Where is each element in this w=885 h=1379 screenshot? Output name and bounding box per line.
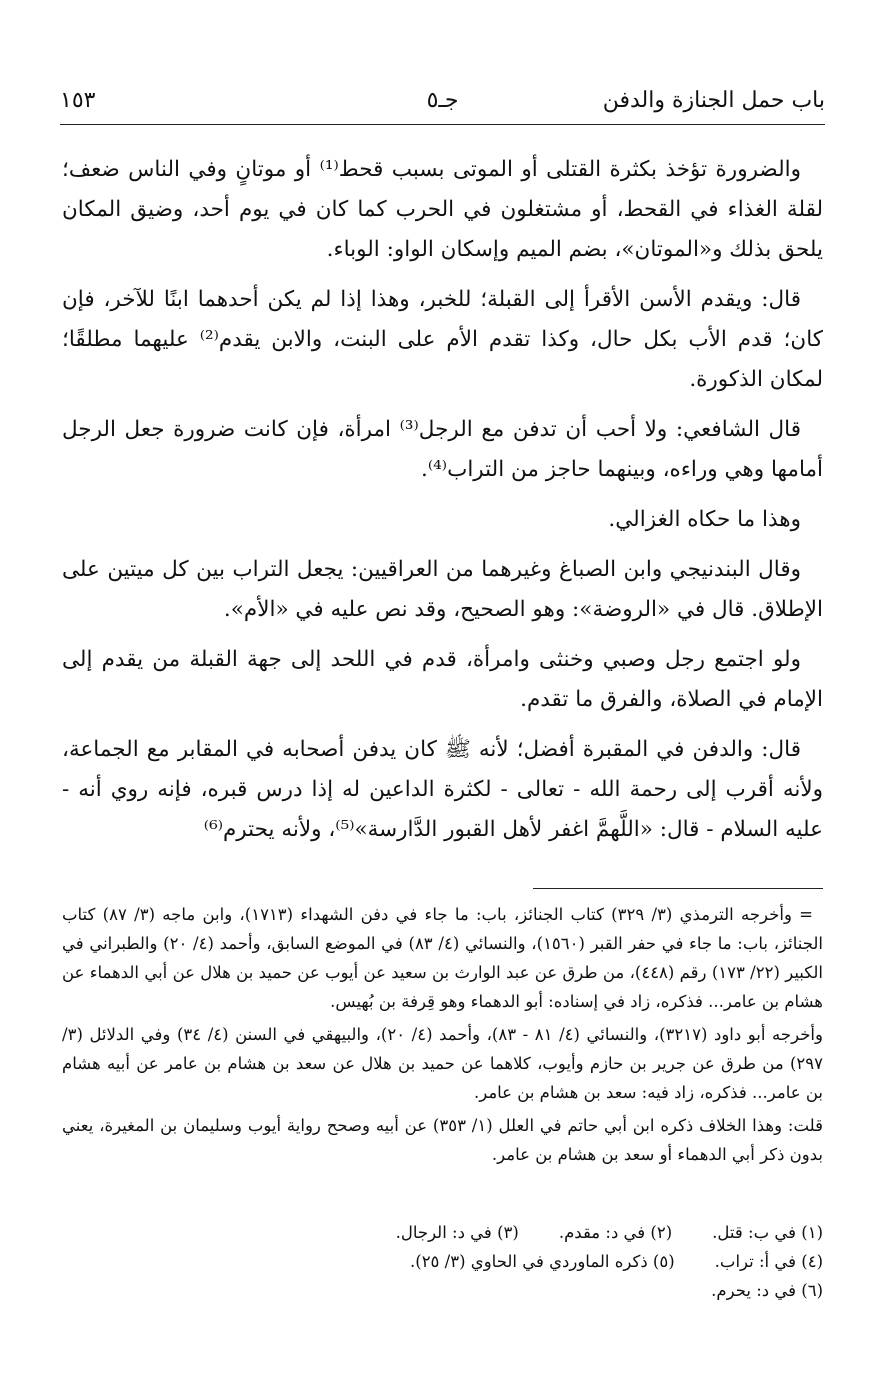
paragraph: والضرورة تؤخذ بكثرة القتلى أو الموتى بسبب قحط⁽¹⁾ أو موتانٍ وفي الناس ضعف؛ لقلة الغذاء في القحط، أو مشتغلون في الحرب كما كان في يوم أحد، وضيق المكان يلحق بذلك و«الموتان»، بضم الميم وإسكان الواو: الوباء. (62, 157, 823, 262)
variant-note: (٣) في د: الرجال. (395, 1223, 519, 1242)
footnote-paragraph: = وأخرجه الترمذي (٣/ ٣٢٩) كتاب الجنائز، باب: ما جاء في دفن الشهداء (١٧١٣)، وابن ماجه (٣/ ٨٧) كتاب الجنائز، باب: ما جاء في حفر القبر (١٥٦٠)، والنسائي (٤/ ٨٣) في الموضع السابق، وأحمد (٤/ ٢٠) والطبراني في الكبير (٢٢/ ١٧٣) رقم (٤٤٨)، من طرق عن عبد الوارث بن سعيد عن أيوب عن حميد بن هلال عن أبي الدهماء عن هشام بن عامر... فذكره، زاد في إسناده: أبو الدهماء وهو قِرفة بن بُهيس. (62, 905, 824, 1011)
footnote-paragraph: وأخرجه أبو داود (٣٢١٧)، والنسائي (٤/ ٨١ - ٨٣)، وأحمد (٤/ ٢٠)، والبيهقي في السنن (٤/ ٣٤) وفي الدلائل (٣/ ٢٩٧) من طرق عن جرير بن حازم وأيوب، كلاهما عن حميد بن هلال عن سعد بن هشام بن عامر عن أبيه هشام بن عامر... فذكره، زاد فيه: سعد بن هشام بن عامر. (62, 1025, 823, 1102)
paragraph: قال الشافعي: ولا أحب أن تدفن مع الرجل⁽³⁾ امرأة، فإن كانت ضرورة جعل الرجل أمامها وهي وراءه، وبينهما حاجز من التراب⁽⁴⁾. (62, 417, 823, 482)
paragraph: قال: والدفن في المقبرة أفضل؛ لأنه ﷺ كان يدفن أصحابه في المقابر مع الجماعة، ولأنه أقرب إلى رحمة الله - تعالى - لكثرة الداعين له إذا درس قبره، فإنه روي أنه - عليه السلام - قال: «اللَّهمَّ اغفر لأهل القبور الدَّارسة»⁽⁵⁾، ولأنه يحترم⁽⁶⁾ (62, 737, 823, 842)
paragraph: ولو اجتمع رجل وصبي وخنثى وامرأة، قدم في اللحد إلى جهة القبلة من يقدم إلى الإمام في الصلاة، والفرق ما تقدم. (62, 647, 823, 712)
paragraph: قال: ويقدم الأسن الأقرأ إلى القبلة؛ للخبر، وهذا إذا لم يكن أحدهما ابنًا للآخر، فإن كان؛ قدم الأب بكل حال، وكذا تقدم الأم على البنت، والابن يقدم⁽²⁾ عليهما مطلقًا؛ لمكان الذكورة. (62, 287, 824, 392)
paragraph: وقال البندنيجي وابن الصباغ وغيرهما من العراقيين: يجعل التراب بين كل ميتين على الإطلاق. قال في «الروضة»: وهو الصحيح، وقد نص عليه في «الأم». (62, 557, 823, 622)
chapter-title: باب حمل الجنازة والدفن (602, 88, 825, 113)
variant-row (62, 1276, 823, 1305)
footnotes (62, 900, 823, 1173)
page-number: ١٥٣ (60, 88, 96, 113)
volume-label: جـ٥ (426, 88, 459, 113)
footnote-paragraph: قلت: وهذا الخلاف ذكره ابن أبي حاتم في العلل (١/ ٣٥٣) عن أبيه وصحح رواية أيوب وسليمان بن المغيرة، يعني بدون ذكر أبي الدهماء أو سعد بن هشام بن عامر. (62, 1116, 824, 1164)
paragraph: وهذا ما حكاه الغزالي. (608, 507, 801, 532)
variant-note: (٤) في أ: تراب. (714, 1252, 823, 1271)
variant-note: (٢) في د: مقدم. (558, 1223, 673, 1242)
variant-note: (٦) في د: يحرم. (711, 1281, 823, 1300)
variant-notes (62, 1218, 823, 1305)
footnote-separator (533, 888, 823, 889)
variant-note: (٥) ذكره الماوردي في الحاوي (٣/ ٢٥). (410, 1252, 675, 1271)
variant-note: (١) في ب: قتل. (712, 1223, 823, 1242)
variant-row (62, 1218, 823, 1247)
main-text (62, 150, 823, 860)
running-header (60, 88, 825, 125)
variant-row (62, 1247, 823, 1276)
